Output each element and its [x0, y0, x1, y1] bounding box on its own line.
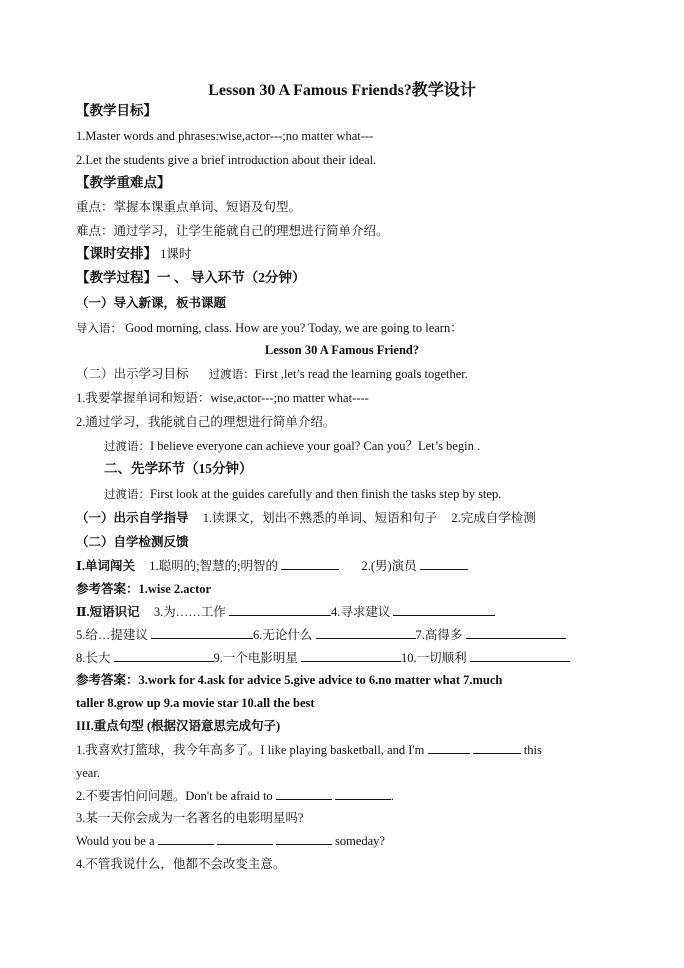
part2-label: Ⅱ.短语识记 [76, 605, 140, 619]
objectives-heading: 【教学目标】 [76, 103, 157, 118]
subsection-intro: （一）导入新课，板书课题 [76, 296, 227, 310]
part1-line [76, 558, 468, 574]
schedule-value: 1课时 [160, 247, 192, 261]
transition-label-2: 过渡语： [104, 441, 150, 453]
objective-1: 1.Master words and phrases:wise,actor---;no matter what--- [76, 129, 374, 143]
part1-q1: 1.聪明的;智慧的;明智的 [149, 559, 279, 573]
self-study-line [76, 510, 536, 526]
blank[interactable] [276, 788, 332, 800]
part1-label: Ⅰ.单词闯关 [76, 559, 135, 573]
p2-q3: 3.为……工作 [153, 605, 226, 619]
page-title: Lesson 30 A Famous Friends?教学设计 [208, 82, 476, 99]
blank[interactable] [420, 558, 468, 570]
blank[interactable] [301, 650, 401, 662]
p2-q4: 4.寻求建议 [330, 605, 391, 619]
blank[interactable] [151, 627, 253, 639]
transition-1: First ,let’s read the learning goals together. [254, 367, 468, 381]
transition-2: I believe everyone can achieve your goal? Can you？Let’s begin . [150, 439, 481, 453]
sentence-3 [76, 833, 385, 849]
difficult-point: 难点：通过学习，让学生能就自己的理想进行简单介绍。 [76, 224, 389, 238]
part1-q2: 2.(男)演员 [361, 559, 417, 573]
s1-b: this [523, 743, 542, 757]
blank[interactable] [466, 627, 566, 639]
answer-1-line [76, 581, 211, 597]
p2-q7: 7.高得多 [415, 628, 463, 642]
answer-2a: 3.work for 4.ask for advice 5.give advice to 6.no matter what 7.much [138, 673, 503, 687]
feedback-heading: （二）自学检测反馈 [76, 535, 189, 549]
self-study-heading: （一）出示自学指导 [76, 511, 189, 525]
lesson-title: Lesson 30 A Famous Friend? [264, 343, 420, 357]
section-2-heading: 二、先学环节（15分钟） [104, 461, 253, 476]
blank[interactable] [470, 650, 570, 662]
self-study-2: 2.完成自学检测 [451, 511, 536, 525]
blank[interactable] [428, 742, 470, 754]
transition-3: First look at the guides carefully and then finish the tasks step by step. [150, 487, 502, 501]
s1-c: year. [76, 766, 100, 780]
s3-c: someday? [335, 834, 385, 848]
blank[interactable] [281, 558, 339, 570]
process-heading: 【教学过程】一 、 导入环节（2分钟） [76, 270, 306, 285]
schedule-heading: 【课时安排】 [76, 246, 157, 261]
goal-1: 1.我要掌握单词和短语：wise,actor---;no matter what---- [76, 391, 369, 405]
transition-label-1: 过渡语： [208, 369, 255, 381]
intro-label: 导入语： [76, 323, 122, 335]
answer-1: 1.wise 2.actor [138, 582, 212, 596]
sentence-1 [76, 742, 542, 758]
blank[interactable] [276, 833, 332, 845]
answer-2-line [76, 672, 502, 688]
part2-line [76, 604, 495, 620]
key-point: 重点：掌握本课重点单词、短语及句型。 [76, 200, 302, 214]
s1-a: 1.我喜欢打篮球，我今年高多了。I like playing basketball, and I'm [76, 743, 425, 757]
intro-text: Good morning, class. How are you? Today, we are going to learn： [125, 321, 463, 335]
p2-q9: 9.一个电影明星 [213, 651, 298, 665]
subsection-goals: （二）出示学习目标 [76, 367, 189, 381]
self-study-1: 1.读课文，划出不熟悉的单词、短语和句子 [202, 511, 438, 525]
transition-line-3 [104, 486, 501, 503]
part2-line-3 [76, 650, 570, 666]
answer-label-2: 参考答案： [76, 673, 139, 687]
transition-line-2 [104, 438, 480, 455]
s2-a: 2.不要害怕问问题。Don't be afraid to [76, 789, 273, 803]
s3-a: 3.某一天你会成为一名著名的电影明星吗? [76, 811, 304, 825]
answer-label: 参考答案： [76, 582, 139, 596]
p2-q5: 5.给…提建议 [76, 628, 148, 642]
p2-q10: 10.一切顺利 [401, 651, 467, 665]
sentence-2 [76, 788, 394, 804]
s2-b: . [390, 789, 395, 803]
goals-line [76, 366, 468, 383]
blank[interactable] [158, 833, 214, 845]
part2-line-2 [76, 627, 566, 643]
blank[interactable] [473, 742, 521, 754]
part3-label: III.重点句型 (根据汉语意思完成句子) [76, 719, 281, 733]
s3-b: Would you be a [76, 834, 155, 848]
objective-2: 2.Let the students give a brief introduction about their ideal. [76, 153, 377, 167]
blank[interactable] [217, 833, 273, 845]
blank[interactable] [393, 604, 495, 616]
schedule-line [76, 246, 191, 262]
p2-q6: 6.无论什么 [253, 628, 313, 642]
key-points-heading: 【教学重难点】 [76, 175, 171, 190]
transition-label-3: 过渡语： [104, 489, 150, 501]
blank[interactable] [316, 627, 416, 639]
blank[interactable] [229, 604, 331, 616]
answer-2b: taller 8.grow up 9.a movie star 10.all the best [76, 696, 315, 710]
blank[interactable] [114, 650, 214, 662]
goal-2: 2.通过学习，我能就自己的理想进行简单介绍。 [76, 415, 336, 429]
intro-line [76, 320, 463, 337]
p2-q8: 8.长大 [76, 651, 111, 665]
s4-a: 4.不管我说什么，他都不会改变主意。 [76, 857, 286, 871]
blank[interactable] [335, 788, 391, 800]
